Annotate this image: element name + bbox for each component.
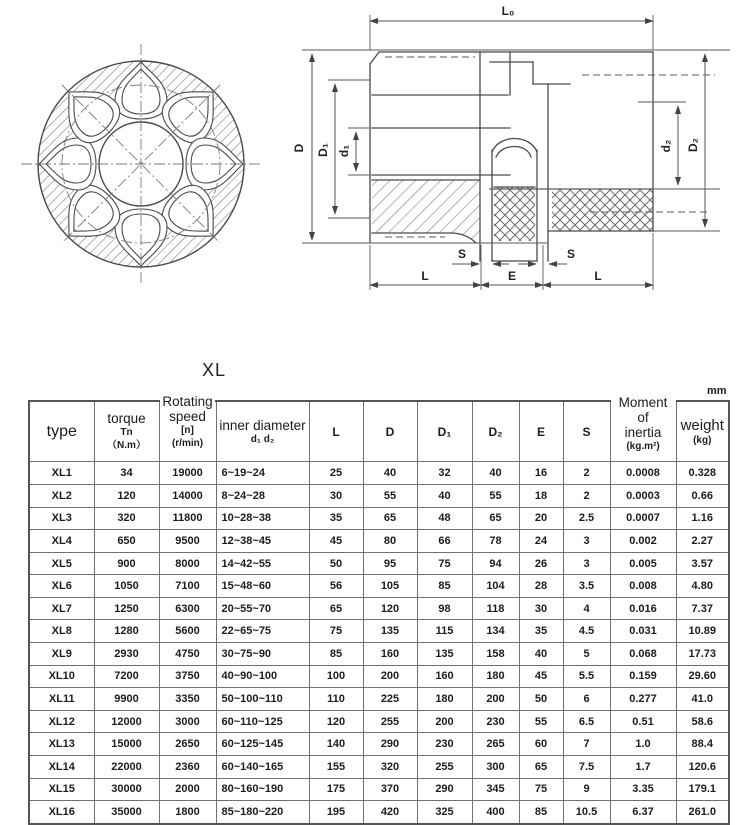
- value-cell: 1.0: [610, 733, 676, 756]
- dim-label-e: E: [507, 269, 517, 283]
- value-cell: 370: [363, 778, 417, 801]
- value-cell: 6.5: [563, 710, 610, 733]
- value-cell: 40: [363, 462, 417, 485]
- value-cell: 255: [417, 756, 472, 779]
- value-cell: 10.89: [676, 620, 729, 643]
- dim-label-d1-bore: d₁: [337, 144, 351, 158]
- value-cell: 3.5: [563, 575, 610, 598]
- value-cell: 55: [472, 484, 519, 507]
- value-cell: 0.031: [610, 620, 676, 643]
- value-cell: 8~24~28: [216, 484, 309, 507]
- value-cell: 25: [309, 462, 363, 485]
- value-cell: 4: [563, 597, 610, 620]
- value-cell: 40: [472, 462, 519, 485]
- value-cell: 60: [519, 733, 563, 756]
- value-cell: 15000: [94, 733, 159, 756]
- value-cell: 255: [363, 710, 417, 733]
- value-cell: 650: [94, 530, 159, 553]
- value-cell: 3.57: [676, 552, 729, 575]
- value-cell: 1800: [159, 801, 216, 824]
- type-cell: XL1: [29, 462, 94, 485]
- value-cell: 2930: [94, 643, 159, 666]
- type-cell: XL11: [29, 688, 94, 711]
- table-title: XL: [202, 360, 227, 380]
- table-row: [29, 665, 729, 688]
- value-cell: 58.6: [676, 710, 729, 733]
- value-cell: 134: [472, 620, 519, 643]
- col-header-torque: torque Tn （N.m）: [94, 401, 159, 462]
- value-cell: 30: [309, 484, 363, 507]
- value-cell: 3.35: [610, 778, 676, 801]
- spec-table: [28, 394, 730, 825]
- col-header-speed: Rotating speed [n] (r/min): [159, 401, 216, 462]
- value-cell: 230: [417, 733, 472, 756]
- value-cell: 200: [472, 688, 519, 711]
- value-cell: 85: [519, 801, 563, 824]
- value-cell: 6.37: [610, 801, 676, 824]
- value-cell: 0.159: [610, 665, 676, 688]
- unit-label: mm: [707, 385, 727, 397]
- table-row: [29, 484, 729, 507]
- value-cell: 66: [417, 530, 472, 553]
- value-cell: 105: [363, 575, 417, 598]
- value-cell: 80: [363, 530, 417, 553]
- value-cell: 225: [363, 688, 417, 711]
- value-cell: 300: [472, 756, 519, 779]
- value-cell: 120: [363, 597, 417, 620]
- value-cell: 24: [519, 530, 563, 553]
- col-header-d1: D₁: [417, 401, 472, 462]
- value-cell: 325: [417, 801, 472, 824]
- table-row: [29, 597, 729, 620]
- value-cell: 4.80: [676, 575, 729, 598]
- value-cell: 5.5: [563, 665, 610, 688]
- value-cell: 28: [519, 575, 563, 598]
- value-cell: 104: [472, 575, 519, 598]
- value-cell: 115: [417, 620, 472, 643]
- value-cell: 3: [563, 530, 610, 553]
- value-cell: 3000: [159, 710, 216, 733]
- value-cell: 9500: [159, 530, 216, 553]
- dim-label-d2-bore: d₂: [659, 139, 673, 153]
- dim-label-s-right: S: [566, 247, 576, 261]
- value-cell: 160: [363, 643, 417, 666]
- value-cell: 14000: [159, 484, 216, 507]
- value-cell: 265: [472, 733, 519, 756]
- value-cell: 75: [309, 620, 363, 643]
- value-cell: 200: [363, 665, 417, 688]
- value-cell: 48: [417, 507, 472, 530]
- value-cell: 0.0007: [610, 507, 676, 530]
- value-cell: 60~110~125: [216, 710, 309, 733]
- value-cell: 3: [563, 552, 610, 575]
- value-cell: 30: [519, 597, 563, 620]
- value-cell: 1280: [94, 620, 159, 643]
- value-cell: 20~55~70: [216, 597, 309, 620]
- value-cell: 20: [519, 507, 563, 530]
- value-cell: 0.016: [610, 597, 676, 620]
- value-cell: 34: [94, 462, 159, 485]
- value-cell: 6: [563, 688, 610, 711]
- col-header-type: type: [29, 401, 94, 462]
- value-cell: 85: [417, 575, 472, 598]
- value-cell: 78: [472, 530, 519, 553]
- col-header-d: D: [363, 401, 417, 462]
- col-header-d2: D₂: [472, 401, 519, 462]
- value-cell: 1.7: [610, 756, 676, 779]
- value-cell: 7.5: [563, 756, 610, 779]
- value-cell: 32: [417, 462, 472, 485]
- value-cell: 65: [309, 597, 363, 620]
- value-cell: 65: [519, 756, 563, 779]
- value-cell: 155: [309, 756, 363, 779]
- value-cell: 120.6: [676, 756, 729, 779]
- spec-table-body: [29, 462, 729, 824]
- value-cell: 135: [363, 620, 417, 643]
- value-cell: 160: [417, 665, 472, 688]
- value-cell: 30000: [94, 778, 159, 801]
- value-cell: 2.5: [563, 507, 610, 530]
- value-cell: 0.328: [676, 462, 729, 485]
- dim-label-l-left: L: [421, 269, 429, 283]
- value-cell: 110: [309, 688, 363, 711]
- col-header-inertia: Moment of inertia (kg.m²): [610, 401, 676, 462]
- table-row: [29, 778, 729, 801]
- col-header-weight: weight (kg): [676, 401, 729, 462]
- value-cell: 88.4: [676, 733, 729, 756]
- type-cell: XL12: [29, 710, 94, 733]
- col-header-e: E: [519, 401, 563, 462]
- value-cell: 0.51: [610, 710, 676, 733]
- value-cell: 1250: [94, 597, 159, 620]
- value-cell: 11800: [159, 507, 216, 530]
- value-cell: 3350: [159, 688, 216, 711]
- value-cell: 420: [363, 801, 417, 824]
- value-cell: 40: [519, 643, 563, 666]
- value-cell: 1050: [94, 575, 159, 598]
- value-cell: 45: [309, 530, 363, 553]
- col-header-l: L: [309, 401, 363, 462]
- table-row: [29, 643, 729, 666]
- table-row: [29, 620, 729, 643]
- value-cell: 4.5: [563, 620, 610, 643]
- dim-label-l-right: L: [594, 269, 602, 283]
- value-cell: 0.005: [610, 552, 676, 575]
- type-cell: XL2: [29, 484, 94, 507]
- value-cell: 158: [472, 643, 519, 666]
- table-row: [29, 575, 729, 598]
- table-row: [29, 710, 729, 733]
- value-cell: 75: [417, 552, 472, 575]
- value-cell: 7100: [159, 575, 216, 598]
- value-cell: 900: [94, 552, 159, 575]
- table-row: [29, 530, 729, 553]
- value-cell: 0.002: [610, 530, 676, 553]
- value-cell: 40: [417, 484, 472, 507]
- value-cell: 8000: [159, 552, 216, 575]
- type-cell: XL10: [29, 665, 94, 688]
- value-cell: 45: [519, 665, 563, 688]
- value-cell: 290: [417, 778, 472, 801]
- value-cell: 14~42~55: [216, 552, 309, 575]
- value-cell: 2: [563, 462, 610, 485]
- value-cell: 41.0: [676, 688, 729, 711]
- value-cell: 55: [519, 710, 563, 733]
- value-cell: 12000: [94, 710, 159, 733]
- value-cell: 50~100~110: [216, 688, 309, 711]
- value-cell: 2360: [159, 756, 216, 779]
- type-cell: XL5: [29, 552, 94, 575]
- value-cell: 5600: [159, 620, 216, 643]
- coupling-section-view-diagram: [290, 0, 744, 300]
- value-cell: 60~140~165: [216, 756, 309, 779]
- value-cell: 6300: [159, 597, 216, 620]
- value-cell: 7.37: [676, 597, 729, 620]
- dim-label-s-left: S: [457, 247, 467, 261]
- table-row: [29, 801, 729, 824]
- value-cell: 75: [519, 778, 563, 801]
- dim-label-d2-outer: D₂: [686, 138, 700, 152]
- value-cell: 2650: [159, 733, 216, 756]
- value-cell: 7: [563, 733, 610, 756]
- value-cell: 5: [563, 643, 610, 666]
- value-cell: 50: [519, 688, 563, 711]
- value-cell: 29.60: [676, 665, 729, 688]
- value-cell: 40~90~100: [216, 665, 309, 688]
- value-cell: 9900: [94, 688, 159, 711]
- value-cell: 10~28~38: [216, 507, 309, 530]
- value-cell: 120: [309, 710, 363, 733]
- value-cell: 2.27: [676, 530, 729, 553]
- type-cell: XL13: [29, 733, 94, 756]
- value-cell: 140: [309, 733, 363, 756]
- value-cell: 18: [519, 484, 563, 507]
- type-cell: XL4: [29, 530, 94, 553]
- type-cell: XL14: [29, 756, 94, 779]
- value-cell: 80~160~190: [216, 778, 309, 801]
- value-cell: 56: [309, 575, 363, 598]
- value-cell: 0.277: [610, 688, 676, 711]
- value-cell: 0.0008: [610, 462, 676, 485]
- value-cell: 98: [417, 597, 472, 620]
- table-row: [29, 462, 729, 485]
- type-cell: XL9: [29, 643, 94, 666]
- value-cell: 200: [417, 710, 472, 733]
- value-cell: 85~180~220: [216, 801, 309, 824]
- value-cell: 60~125~145: [216, 733, 309, 756]
- value-cell: 50: [309, 552, 363, 575]
- type-cell: XL16: [29, 801, 94, 824]
- value-cell: 30~75~90: [216, 643, 309, 666]
- value-cell: 179.1: [676, 778, 729, 801]
- value-cell: 0.0003: [610, 484, 676, 507]
- table-row: [29, 552, 729, 575]
- type-cell: XL15: [29, 778, 94, 801]
- table-row: [29, 756, 729, 779]
- value-cell: 7200: [94, 665, 159, 688]
- dim-label-l0: L₀: [501, 4, 515, 18]
- value-cell: 261.0: [676, 801, 729, 824]
- value-cell: 175: [309, 778, 363, 801]
- coupling-front-view-diagram: [18, 28, 272, 290]
- col-header-inner-diameter: inner diameter d₁ d₂: [216, 401, 309, 462]
- value-cell: 6~19~24: [216, 462, 309, 485]
- type-cell: XL8: [29, 620, 94, 643]
- value-cell: 320: [363, 756, 417, 779]
- dim-label-d1-outer: D₁: [316, 143, 330, 157]
- value-cell: 2: [563, 484, 610, 507]
- value-cell: 230: [472, 710, 519, 733]
- value-cell: 35: [519, 620, 563, 643]
- value-cell: 12~38~45: [216, 530, 309, 553]
- value-cell: 22~65~75: [216, 620, 309, 643]
- value-cell: 35000: [94, 801, 159, 824]
- value-cell: 10.5: [563, 801, 610, 824]
- value-cell: 0.008: [610, 575, 676, 598]
- col-header-s: S: [563, 401, 610, 462]
- table-row: [29, 507, 729, 530]
- value-cell: 85: [309, 643, 363, 666]
- value-cell: 345: [472, 778, 519, 801]
- value-cell: 400: [472, 801, 519, 824]
- value-cell: 35: [309, 507, 363, 530]
- value-cell: 16: [519, 462, 563, 485]
- value-cell: 195: [309, 801, 363, 824]
- header-row: [29, 401, 729, 462]
- value-cell: 22000: [94, 756, 159, 779]
- value-cell: 1.16: [676, 507, 729, 530]
- value-cell: 94: [472, 552, 519, 575]
- value-cell: 180: [472, 665, 519, 688]
- value-cell: 100: [309, 665, 363, 688]
- value-cell: 2000: [159, 778, 216, 801]
- table-row: [29, 688, 729, 711]
- dim-label-d: D: [292, 143, 306, 153]
- value-cell: 0.068: [610, 643, 676, 666]
- value-cell: 65: [363, 507, 417, 530]
- value-cell: 118: [472, 597, 519, 620]
- value-cell: 290: [363, 733, 417, 756]
- value-cell: 180: [417, 688, 472, 711]
- value-cell: 0.66: [676, 484, 729, 507]
- value-cell: 19000: [159, 462, 216, 485]
- value-cell: 135: [417, 643, 472, 666]
- value-cell: 26: [519, 552, 563, 575]
- value-cell: 9: [563, 778, 610, 801]
- value-cell: 320: [94, 507, 159, 530]
- value-cell: 15~48~60: [216, 575, 309, 598]
- value-cell: 65: [472, 507, 519, 530]
- type-cell: XL6: [29, 575, 94, 598]
- value-cell: 120: [94, 484, 159, 507]
- value-cell: 55: [363, 484, 417, 507]
- type-cell: XL7: [29, 597, 94, 620]
- value-cell: 17.73: [676, 643, 729, 666]
- value-cell: 95: [363, 552, 417, 575]
- table-row: [29, 733, 729, 756]
- value-cell: 3750: [159, 665, 216, 688]
- type-cell: XL3: [29, 507, 94, 530]
- value-cell: 4750: [159, 643, 216, 666]
